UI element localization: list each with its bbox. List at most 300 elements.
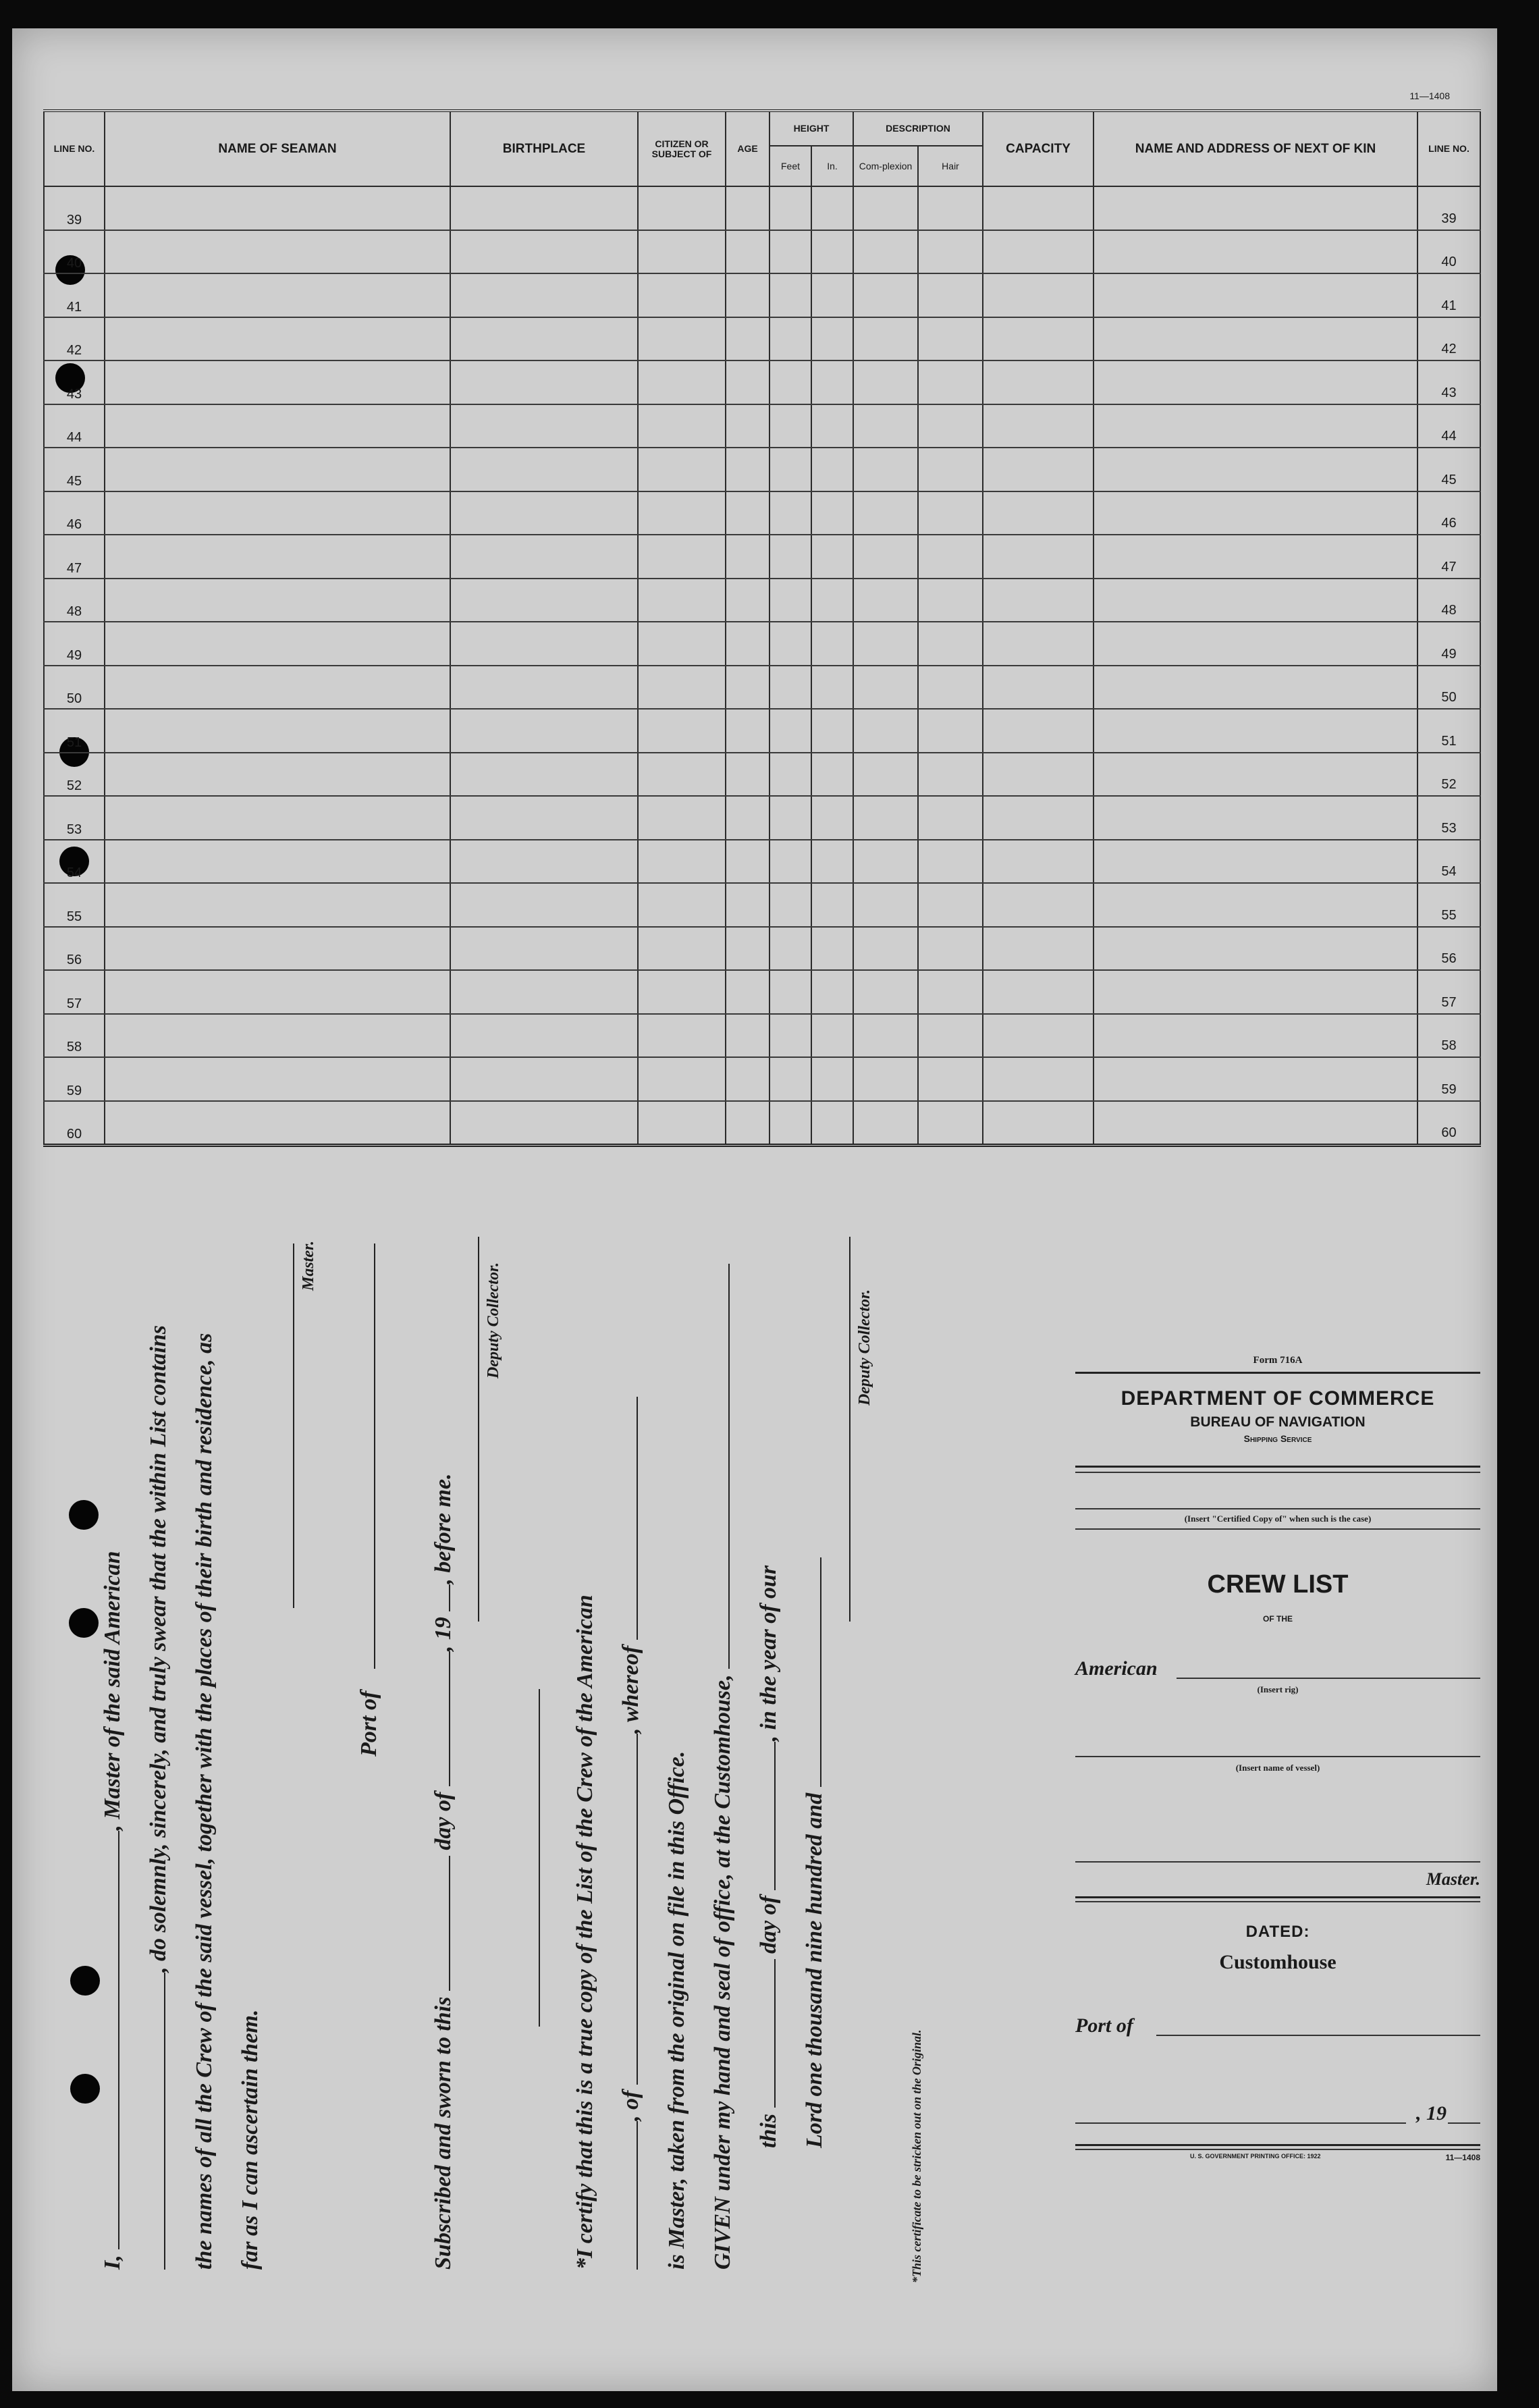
header-line-no: LINE NO.	[44, 111, 105, 186]
subscribed-year-blank	[431, 1584, 450, 1611]
table-cell	[726, 970, 770, 1014]
table-cell	[638, 273, 726, 317]
cert-customhouse-blank	[711, 1264, 730, 1669]
table-cell	[105, 579, 450, 622]
table-cell	[853, 666, 918, 710]
printing-office: U. S. GOVERNMENT PRINTING OFFICE: 1922	[1190, 2153, 1321, 2160]
line-number-right: 54	[1418, 840, 1480, 884]
table-cell	[638, 491, 726, 535]
table-cell	[770, 1101, 811, 1146]
cert-port-blank	[619, 1734, 638, 2085]
port-blank-line	[1156, 2035, 1480, 2036]
table-cell	[105, 1057, 450, 1101]
table-cell	[770, 622, 811, 666]
table-cell	[638, 360, 726, 404]
table-cell	[918, 448, 983, 491]
table-cell	[770, 491, 811, 535]
table-cell	[811, 753, 853, 797]
table-cell	[918, 1014, 983, 1058]
table-cell	[770, 1014, 811, 1058]
table-cell	[105, 230, 450, 274]
port-of-line	[1075, 2014, 1480, 2041]
table-cell	[638, 1101, 726, 1146]
table-cell	[983, 1057, 1094, 1101]
table-cell	[983, 796, 1094, 840]
table-row	[44, 796, 1480, 840]
table-cell	[638, 317, 726, 361]
form-sheet	[12, 28, 1497, 2391]
table-row	[44, 186, 1480, 230]
oath-i: I,	[100, 2255, 125, 2270]
subscribed-year: , 19	[431, 1617, 456, 1652]
line-number-left: 49	[44, 622, 105, 666]
cover-panel	[1075, 1355, 1480, 2162]
table-cell	[983, 404, 1094, 448]
certificate-line-4	[710, 1264, 736, 2270]
table-cell	[450, 753, 638, 797]
table-cell	[450, 404, 638, 448]
table-cell	[770, 186, 811, 230]
insert-rig-note: (Insert rig)	[1257, 1684, 1299, 1694]
cert-year-of-our: , in the year of our	[756, 1565, 781, 1742]
table-cell	[450, 709, 638, 753]
table-cell	[853, 927, 918, 971]
line-number-right: 43	[1418, 360, 1480, 404]
table-cell	[105, 883, 450, 927]
table-cell	[450, 491, 638, 535]
cert-day-blank	[757, 1959, 776, 2108]
table-cell	[918, 579, 983, 622]
table-cell	[770, 666, 811, 710]
table-cell	[918, 883, 983, 927]
deputy-collector-2-line	[849, 1237, 850, 1622]
line-number-left: 55	[44, 883, 105, 927]
deputy-collector-1-line	[478, 1237, 479, 1622]
subscribed-day-blank	[431, 1856, 450, 1991]
table-cell	[853, 883, 918, 927]
header-description: DESCRIPTION	[853, 111, 983, 146]
master-label: Master.	[1426, 1869, 1480, 1889]
american-rig-line	[1075, 1657, 1480, 1684]
oath-swear-text: , do solemnly, sincerely, and truly swear that the within List contains	[146, 1325, 171, 1973]
table-cell	[983, 491, 1094, 535]
table-cell	[638, 709, 726, 753]
table-cell	[983, 666, 1094, 710]
table-cell	[450, 622, 638, 666]
table-cell	[726, 273, 770, 317]
table-cell	[726, 317, 770, 361]
table-cell	[726, 622, 770, 666]
table-cell	[105, 927, 450, 971]
table-cell	[105, 1014, 450, 1058]
table-cell	[918, 970, 983, 1014]
panel-rule	[1075, 1472, 1480, 1473]
table-cell	[853, 622, 918, 666]
table-cell	[770, 230, 811, 274]
line-number-right: 47	[1418, 535, 1480, 579]
certificate-footnote: *This certificate to be stricken out on the Original.	[910, 2029, 923, 2283]
line-number-right: 51	[1418, 709, 1480, 753]
of-the-label: OF THE	[1263, 1614, 1293, 1624]
table-row	[44, 840, 1480, 884]
table-cell	[811, 1057, 853, 1101]
american-label: American	[1075, 1657, 1158, 1680]
crew-table	[43, 109, 1481, 1147]
table-cell	[105, 448, 450, 491]
table-cell	[770, 448, 811, 491]
line-number-right: 39	[1418, 186, 1480, 230]
table-cell	[105, 970, 450, 1014]
table-cell	[1094, 970, 1418, 1014]
panel-rule	[1075, 1896, 1480, 1898]
line-number-left: 59	[44, 1057, 105, 1101]
table-cell	[853, 404, 918, 448]
table-cell	[726, 186, 770, 230]
table-row	[44, 927, 1480, 971]
year-blank-line	[1448, 2122, 1480, 2124]
table-cell	[853, 840, 918, 884]
table-cell	[770, 579, 811, 622]
table-cell	[811, 448, 853, 491]
table-cell	[853, 1057, 918, 1101]
table-cell	[811, 491, 853, 535]
port-of-label: Port of	[356, 1690, 381, 1757]
header-name-of-seaman: NAME OF SEAMAN	[105, 111, 450, 186]
table-cell	[770, 360, 811, 404]
table-cell	[450, 1057, 638, 1101]
table-cell	[450, 796, 638, 840]
line-number-left: 56	[44, 927, 105, 971]
table-row	[44, 1014, 1480, 1058]
cert-vessel-blank	[619, 2121, 638, 2270]
table-cell	[1094, 840, 1418, 884]
header-capacity: CAPACITY	[983, 111, 1094, 186]
table-cell	[918, 273, 983, 317]
table-cell	[105, 186, 450, 230]
table-cell	[105, 840, 450, 884]
table-cell	[918, 404, 983, 448]
cert-of: , of	[618, 2090, 643, 2121]
oath-vessel-blank	[146, 1973, 165, 2270]
table-cell	[770, 883, 811, 927]
date-line	[1075, 2102, 1480, 2129]
table-cell	[918, 1101, 983, 1146]
line-number-left: 42	[44, 317, 105, 361]
table-cell	[450, 883, 638, 927]
line-number-right: 60	[1418, 1101, 1480, 1146]
header-height: HEIGHT	[770, 111, 853, 146]
table-cell	[918, 360, 983, 404]
subscribed-line	[431, 1473, 456, 2270]
table-cell	[638, 883, 726, 927]
table-cell	[726, 448, 770, 491]
table-cell	[811, 666, 853, 710]
table-cell	[638, 448, 726, 491]
master-signature-line	[293, 1243, 294, 1608]
table-cell	[983, 840, 1094, 884]
table-cell	[853, 273, 918, 317]
table-cell	[853, 230, 918, 274]
table-cell	[853, 1101, 918, 1146]
certificate-line-1: *I certify that this is a true copy of the List of the Crew of the American	[572, 1595, 597, 2270]
line-number-right: 59	[1418, 1057, 1480, 1101]
table-cell	[811, 970, 853, 1014]
table-row	[44, 753, 1480, 797]
table-cell	[105, 1101, 450, 1146]
table-cell	[770, 273, 811, 317]
customhouse-label: Customhouse	[1219, 1951, 1336, 1973]
table-row	[44, 579, 1480, 622]
table-cell	[450, 360, 638, 404]
table-cell	[726, 666, 770, 710]
table-cell	[105, 666, 450, 710]
table-cell	[726, 927, 770, 971]
certificate-line-2	[618, 1397, 644, 2270]
table-cell	[918, 317, 983, 361]
header-age: AGE	[726, 111, 770, 186]
table-cell	[811, 360, 853, 404]
table-cell	[1094, 273, 1418, 317]
table-cell	[1094, 753, 1418, 797]
table-cell	[811, 317, 853, 361]
table-cell	[638, 666, 726, 710]
table-cell	[983, 360, 1094, 404]
table-cell	[105, 709, 450, 753]
table-cell	[450, 535, 638, 579]
table-cell	[1094, 404, 1418, 448]
oath-master-name-blank	[101, 1831, 119, 2249]
table-cell	[983, 970, 1094, 1014]
table-cell	[726, 1057, 770, 1101]
panel-rule	[1075, 1508, 1480, 1509]
subscribed-day-of: day of	[431, 1792, 456, 1850]
table-cell	[638, 970, 726, 1014]
rig-blank-line	[1177, 1678, 1480, 1679]
table-cell	[918, 927, 983, 971]
panel-rule	[1075, 2149, 1480, 2150]
table-cell	[770, 404, 811, 448]
crew-list-title: CREW LIST	[1207, 1570, 1349, 1599]
table-cell	[1094, 927, 1418, 971]
cert-day-of: day of	[756, 1896, 781, 1954]
subscribed-month-blank	[431, 1651, 450, 1786]
table-cell	[638, 840, 726, 884]
line-number-right: 45	[1418, 448, 1480, 491]
table-cell	[450, 317, 638, 361]
table-cell	[1094, 360, 1418, 404]
line-number-right: 55	[1418, 883, 1480, 927]
table-cell	[811, 579, 853, 622]
line-number-right: 42	[1418, 317, 1480, 361]
table-cell	[983, 448, 1094, 491]
cert-this: this	[756, 2113, 781, 2148]
table-cell	[811, 1014, 853, 1058]
table-cell	[811, 796, 853, 840]
table-cell	[450, 273, 638, 317]
table-cell	[918, 666, 983, 710]
table-cell	[770, 796, 811, 840]
table-cell	[983, 1014, 1094, 1058]
table-cell	[770, 535, 811, 579]
line-number-left: 57	[44, 970, 105, 1014]
insert-certified-note: (Insert "Certified Copy of" when such is the case)	[1184, 1514, 1372, 1524]
table-row	[44, 1057, 1480, 1101]
table-cell	[770, 753, 811, 797]
line-number-right: 56	[1418, 927, 1480, 971]
certificate-line-3: is Master, taken from the original on file in this Office.	[664, 1750, 689, 2270]
oath-line-2	[146, 1325, 171, 2270]
table-cell	[726, 1014, 770, 1058]
table-cell	[918, 709, 983, 753]
table-cell	[1094, 448, 1418, 491]
crew-table-body	[44, 186, 1480, 1146]
table-row	[44, 970, 1480, 1014]
table-cell	[1094, 230, 1418, 274]
table-cell	[450, 970, 638, 1014]
table-cell	[853, 448, 918, 491]
table-cell	[983, 535, 1094, 579]
table-cell	[638, 535, 726, 579]
port-of-label: Port of	[1075, 2014, 1133, 2037]
table-cell	[1094, 796, 1418, 840]
table-cell	[638, 186, 726, 230]
oath-line-3: the names of all the Crew of the said vessel, together with the places of their birth and residence, as	[192, 1333, 217, 2270]
table-row	[44, 535, 1480, 579]
line-number-left: 48	[44, 579, 105, 622]
table-row	[44, 230, 1480, 274]
line-number-right: 58	[1418, 1014, 1480, 1058]
line-number-right: 48	[1418, 579, 1480, 622]
line-number-left: 52	[44, 753, 105, 797]
table-row	[44, 666, 1480, 710]
table-cell	[811, 709, 853, 753]
table-cell	[811, 273, 853, 317]
line-number-left: 60	[44, 1101, 105, 1146]
department-title: DEPARTMENT OF COMMERCE	[1120, 1387, 1435, 1410]
table-cell	[726, 404, 770, 448]
line-number-left: 53	[44, 796, 105, 840]
table-row	[44, 709, 1480, 753]
table-cell	[726, 840, 770, 884]
service-title: Shipping Service	[1243, 1433, 1312, 1444]
vessel-name-line	[1075, 1756, 1480, 1757]
line-number-left: 44	[44, 404, 105, 448]
line-number-left: 45	[44, 448, 105, 491]
table-cell	[918, 230, 983, 274]
table-cell	[770, 927, 811, 971]
table-cell	[1094, 883, 1418, 927]
table-cell	[726, 883, 770, 927]
header-birthplace: BIRTHPLACE	[450, 111, 638, 186]
oath-and-certificate-block	[73, 1240, 1085, 2297]
table-cell	[983, 230, 1094, 274]
table-row	[44, 622, 1480, 666]
line-number-left: 58	[44, 1014, 105, 1058]
header-next-of-kin: NAME AND ADDRESS OF NEXT OF KIN	[1094, 111, 1418, 186]
table-row	[44, 404, 1480, 448]
separator-line	[539, 1689, 540, 2027]
line-number-right: 50	[1418, 666, 1480, 710]
table-cell	[726, 796, 770, 840]
table-cell	[638, 579, 726, 622]
cert-given-text: GIVEN under my hand and seal of office, at the Customhouse,	[710, 1674, 735, 2270]
table-row	[44, 360, 1480, 404]
table-cell	[1094, 186, 1418, 230]
table-cell	[983, 273, 1094, 317]
table-cell	[918, 796, 983, 840]
table-cell	[726, 230, 770, 274]
certificate-line-5	[756, 1566, 782, 2148]
table-row	[44, 317, 1480, 361]
panel-rule	[1075, 1466, 1480, 1468]
table-cell	[726, 491, 770, 535]
cert-master-blank	[619, 1397, 638, 1640]
header-line-no-right: LINE NO.	[1418, 111, 1480, 186]
table-cell	[811, 1101, 853, 1146]
table-cell	[1094, 1014, 1418, 1058]
certificate-line-6	[802, 1557, 828, 2148]
table-cell	[1094, 709, 1418, 753]
form-number: Form 716A	[1253, 1355, 1303, 1366]
table-cell	[726, 1101, 770, 1146]
deputy-collector-2-label: Deputy Collector.	[856, 1289, 873, 1406]
table-cell	[770, 317, 811, 361]
table-cell	[983, 317, 1094, 361]
table-cell	[918, 622, 983, 666]
table-cell	[983, 883, 1094, 927]
table-cell	[105, 796, 450, 840]
table-cell	[811, 883, 853, 927]
table-row	[44, 883, 1480, 927]
table-cell	[105, 753, 450, 797]
table-cell	[918, 186, 983, 230]
table-cell	[853, 579, 918, 622]
subscribed-before-me: , before me.	[431, 1473, 456, 1584]
table-cell	[853, 970, 918, 1014]
table-cell	[638, 404, 726, 448]
table-cell	[450, 927, 638, 971]
master-label: Master.	[300, 1240, 317, 1291]
table-cell	[638, 753, 726, 797]
table-cell	[1094, 535, 1418, 579]
table-cell	[811, 927, 853, 971]
cert-year-blank	[803, 1557, 821, 1787]
table-cell	[450, 840, 638, 884]
table-row	[44, 448, 1480, 491]
line-number-left: 39	[44, 186, 105, 230]
table-cell	[1094, 622, 1418, 666]
form-corner-number: 11—1408	[1409, 90, 1450, 101]
table-cell	[853, 709, 918, 753]
cert-whereof: , whereof	[618, 1645, 643, 1734]
table-row	[44, 273, 1480, 317]
table-cell	[811, 840, 853, 884]
table-cell	[811, 404, 853, 448]
table-cell	[983, 579, 1094, 622]
table-cell	[853, 360, 918, 404]
table-cell	[853, 753, 918, 797]
table-cell	[450, 448, 638, 491]
table-cell	[811, 622, 853, 666]
line-number-left: 47	[44, 535, 105, 579]
table-cell	[983, 709, 1094, 753]
header-complexion: Com-plexion	[853, 146, 918, 186]
table-cell	[105, 317, 450, 361]
table-cell	[638, 796, 726, 840]
table-cell	[770, 1057, 811, 1101]
oath-line-1	[100, 1551, 126, 2270]
table-cell	[918, 1057, 983, 1101]
